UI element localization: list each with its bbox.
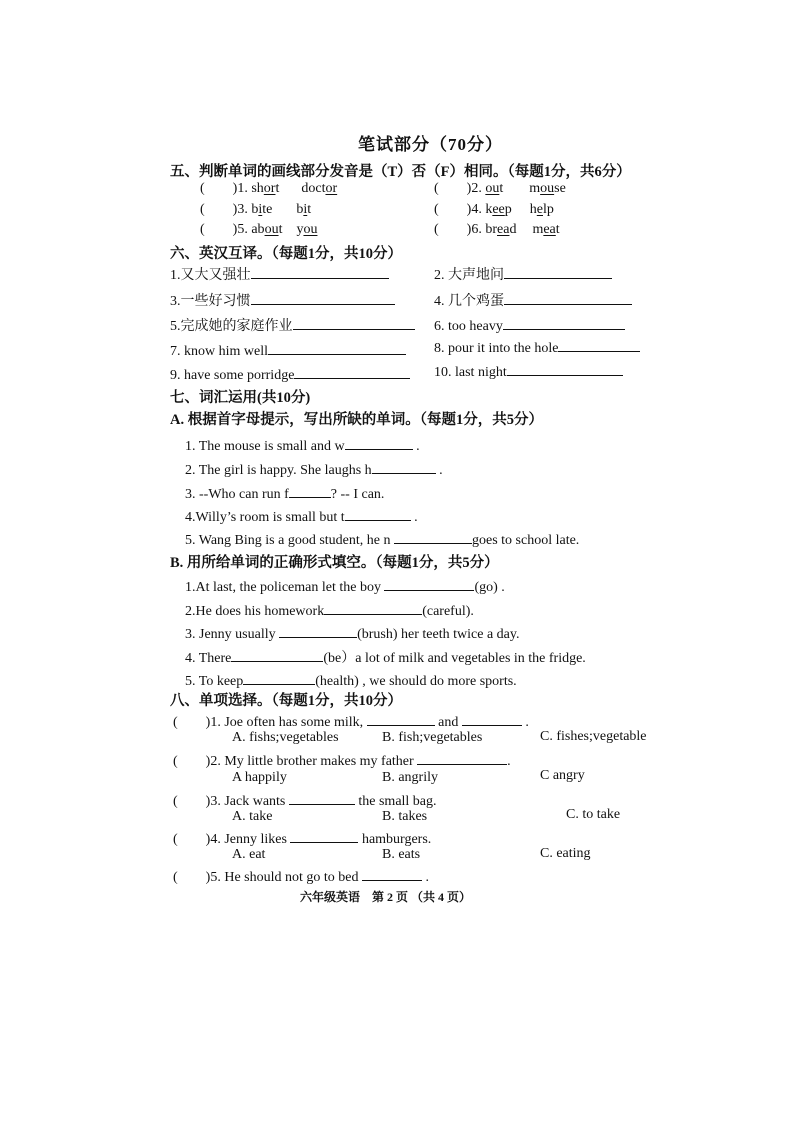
s5-item-2: ( )2. out mouse [434,181,566,196]
answer-blank[interactable] [289,483,331,498]
s8-item-4-option-a[interactable]: A. eat [232,847,266,862]
s7a-item-3: 3. --Who can run f ? -- I can. [185,483,384,503]
s8-item-1-option-a[interactable]: A. fishs;vegetables [232,730,339,745]
s8-item-2-option-a[interactable]: A happily [232,770,287,785]
s6-item-9: 9. have some porridge [170,364,410,384]
s8-item-4-option-b[interactable]: B. eats [382,847,421,862]
s6-item-1: 1.又大又强壮 [170,264,389,284]
s8-item-1-option-b[interactable]: B. fish;vegetables [382,730,483,745]
answer-blank[interactable] [279,623,357,638]
section-8-header: 八、单项选择。（每题1分，共10分） [170,693,402,709]
answer-blank[interactable] [231,647,323,662]
section-6-header: 六、英汉互译。（每题1分，共10分） [170,246,402,262]
section-7a-header: A. 根据首字母提示，写出所缺的单词。（每题1分，共5分） [170,412,543,428]
answer-blank[interactable] [294,364,410,379]
s8-item-5: ( )5. He should not go to bed . [173,866,429,886]
answer-blank[interactable] [345,435,413,450]
answer-blank[interactable] [290,828,358,843]
s6-item-7: 7. know him well [170,340,406,360]
s8-item-4-option-c[interactable]: C. eating [540,846,591,861]
s5-item-4: ( )4. keep help [434,202,554,217]
s7a-item-4: 4.Willy’s room is small but t . [185,506,418,526]
s8-item-2-option-b[interactable]: B. angrily [382,770,438,785]
s7a-item-1: 1. The mouse is small and w . [185,435,420,455]
answer-blank[interactable] [345,506,411,521]
section-5-header: 五、判断单词的画线部分发音是（T）否（F）相同。（每题1分，共6分） [170,164,631,180]
s5-item-5: ( )5. about you [200,222,318,237]
answer-blank[interactable] [504,264,612,279]
s6-item-4: 4. 几个鸡蛋 [434,290,632,310]
answer-blank[interactable] [372,459,436,474]
answer-blank[interactable] [462,711,522,726]
s6-item-3: 3.一些好习惯 [170,290,395,310]
s7a-item-2: 2. The girl is happy. She laughs h . [185,459,443,479]
answer-blank[interactable] [417,750,507,765]
answer-blank[interactable] [558,337,640,352]
s5-item-1: ( )1. short doctor [200,181,338,196]
s8-item-2-option-c[interactable]: C angry [540,768,585,783]
s7b-item-4: 4. There (be）a lot of milk and vegetables in the fridge. [185,647,586,667]
answer-blank[interactable] [293,315,415,330]
s8-item-3: ( )3. Jack wants the small bag. [173,790,437,810]
answer-blank[interactable] [394,529,472,544]
s7b-item-5: 5. To keep (health) , we should do more sports. [185,670,517,690]
answer-blank[interactable] [503,315,625,330]
s8-item-3-option-c[interactable]: C. to take [566,807,621,822]
s8-item-4: ( )4. Jenny likes hamburgers. [173,828,431,848]
page-title: 笔试部分（70分） [358,135,503,154]
answer-blank[interactable] [384,576,474,591]
answer-blank[interactable] [289,790,355,805]
s7b-item-1: 1.At last, the policeman let the boy (go) . [185,576,505,596]
section-7b-header: B. 用所给单词的正确形式填空。（每题1分，共5分） [170,555,499,571]
s6-item-6: 6. too heavy [434,315,625,335]
answer-blank[interactable] [243,670,315,685]
page-footer: 六年级英语 第 2 页 （共 4 页） [300,890,472,904]
section-7-header: 七、词汇运用(共10分) [170,390,311,406]
answer-blank[interactable] [251,264,389,279]
s8-item-3-option-b[interactable]: B. takes [382,809,428,824]
s8-item-1-option-c[interactable]: C. fishes;vegetable [540,729,647,744]
s6-item-2: 2. 大声地问 [434,264,612,284]
s7b-item-2: 2.He does his homework (careful). [185,600,474,620]
s5-item-3: ( )3. bite bit [200,202,312,217]
answer-blank[interactable] [251,290,395,305]
s6-item-8: 8. pour it into the hole [434,337,640,357]
answer-blank[interactable] [367,711,435,726]
s7b-item-3: 3. Jenny usually (brush) her teeth twice a day. [185,623,519,643]
answer-blank[interactable] [324,600,422,615]
s6-item-5: 5.完成她的家庭作业 [170,315,415,335]
answer-blank[interactable] [507,361,623,376]
s8-item-2: ( )2. My little brother makes my father . [173,750,511,770]
s7a-item-5: 5. Wang Bing is a good student, he n goes to school late. [185,529,579,549]
answer-blank[interactable] [268,340,406,355]
answer-blank[interactable] [504,290,632,305]
s8-item-3-option-a[interactable]: A. take [232,809,273,824]
answer-blank[interactable] [362,866,422,881]
s8-item-1: ( )1. Joe often has some milk, and . [173,711,529,731]
s6-item-10: 10. last night [434,361,623,381]
s5-item-6: ( )6. bread meat [434,222,560,237]
